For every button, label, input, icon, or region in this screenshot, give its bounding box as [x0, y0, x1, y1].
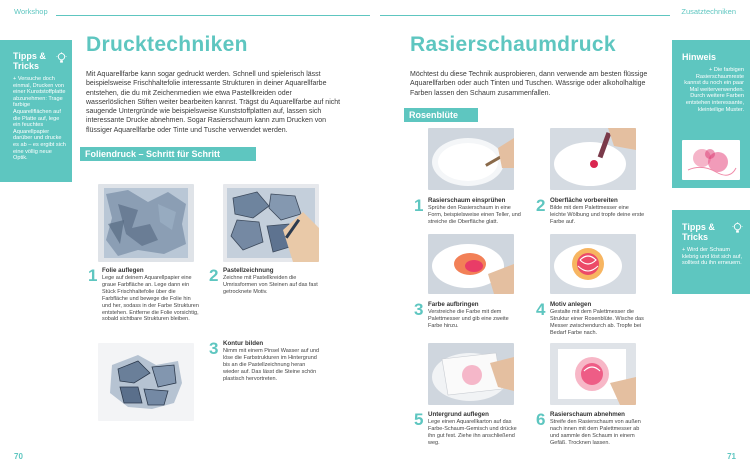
- step-2-left: [209, 267, 321, 312]
- tips-panel-left: [0, 40, 72, 182]
- header-rule-left: [56, 15, 370, 16]
- page-number-right: 71: [727, 452, 736, 461]
- tips-text-left: + Versuche doch einmal, Drucken von einer Kunststoffplatte abzunehmen: Trage farbige Aquarellflächen auf die Platte auf, lege ein feuchtes Aquarellpapier darüber und drucke es ab – es ergibt sich eine völlig neue Optik.: [13, 76, 66, 162]
- step-number: 3: [209, 339, 219, 358]
- step-title: Pastellzeichnung: [223, 267, 274, 274]
- step-title: Motiv anlegen: [550, 301, 592, 308]
- step-title: Rasierschaum abnehmen: [550, 411, 625, 418]
- step-text: Lege auf deinem Aquarellpapier eine graue Farbfläche an. Lege dann ein Stück Frischhaltefolie über die Farbfläche und bewege die Folie hin und her, sodass in der Farbe Strukturen entstehen. Entferne die Folie vorsichtig, sobald sichtbare Strukturen bleiben.: [102, 275, 199, 323]
- step-2-right: [536, 197, 646, 233]
- step-1-right: [414, 197, 524, 233]
- photo-pastellzeichnung: [223, 184, 319, 262]
- section-label-right: Zusatztechniken: [681, 7, 736, 16]
- step-number: 2: [536, 196, 546, 215]
- tips-title-left: Tipps & Tricks: [13, 51, 46, 71]
- intro-text-left: Mit Aquarellfarbe kann sogar gedruckt werden. Schnell und spielerisch lässt beispielsweise Frischhaltefolie interessante Strukturen in deiner Aquarellfarbe entstehen, die du mit Zeichenmedien wie etwa Pastellkreiden oder wasserlöslichen Stiften weiter bearbeiten kannst. Trägst du Aquarellfarbe auf nicht saugende Untergründe wie beispielsweise Kunststoffplatten auf, lassen sich interessante Drucke abnehmen. Sogar Rasierschaum kann zum Drucken von flüssiger Aquarellfarbe oder Tinte und Tusche verwendet werden.: [86, 71, 341, 134]
- photo-farbe-aufbringen: [428, 234, 514, 294]
- step-title: Farbe aufbringen: [428, 301, 479, 308]
- hinweis-panel: [672, 40, 750, 188]
- photo-folie-auflegen: [98, 184, 194, 262]
- step-1-left: [88, 267, 200, 342]
- step-text: Nimm mit einem Pinsel Wasser auf und löse die Farbstrukturen im Hintergrund bis an die Pastellzeichnung heran wieder auf. Das lässt die Steine schön plastisch hervortreten.: [223, 348, 320, 382]
- photo-kontur-bilden: [98, 343, 194, 421]
- page-title-left: Drucktechniken: [86, 33, 248, 56]
- step-number: 1: [414, 196, 424, 215]
- step-number: 2: [209, 266, 219, 285]
- tips-title-right: Tipps & Tricks: [682, 222, 715, 242]
- photo-motiv-anlegen: [550, 234, 636, 294]
- hinweis-text: + Die farbigen Rasierschaumreste kannst du noch ein paar Mal weiterverwenden. Durch weitere Farben entstehen interessante, kleinteilige Muster.: [684, 67, 744, 113]
- step-title: Rasierschaum einsprühen: [428, 197, 506, 204]
- lightbulb-icon: [56, 52, 67, 65]
- step-number: 3: [414, 300, 424, 319]
- step-text: Gestalte mit dem Palettmesser die Struktur einer Rosenblüte. Wische das Messer zwischendurch ab. Tropfe bei Bedarf Farbe nach.: [550, 309, 644, 336]
- section-label-left: Workshop: [14, 7, 48, 16]
- step-4-right: [536, 301, 646, 341]
- header-rule-right: [380, 15, 670, 16]
- photo-rasierschaum-abnehmen: [550, 343, 636, 405]
- step-text: Streife den Rasierschaum von außen nach innen mit dem Palettmesser ab und sammle den Schaum in einem Gefäß. Trocknen lassen.: [550, 419, 641, 446]
- intro-text-right: Möchtest du diese Technik ausprobieren, dann verwende am besten flüssige Aquarellfarben oder auch Tinten und Tuschen. Wässrige oder alkoholhaltige Farben lassen den Schaum zusammenfallen.: [410, 71, 648, 97]
- photo-oberflaeche-vorbereiten: [550, 128, 636, 190]
- photo-rasierschaum-einspruehen: [428, 128, 514, 190]
- step-text: Lege einen Aquarellkarton auf das Farbe-Schaum-Gemisch und drücke ihn gut fest. Ziehe ihn anschließend weg.: [428, 419, 517, 446]
- step-text: Zeichne mit Pastellkreiden die Umrissformen von Steinen auf das fast getrocknete Motiv.: [223, 275, 318, 295]
- step-number: 1: [88, 266, 98, 285]
- hinweis-title: Hinweis: [682, 52, 717, 62]
- step-title: Untergrund auflegen: [428, 411, 489, 418]
- step-3-right: [414, 301, 524, 337]
- step-number: 4: [536, 300, 546, 319]
- section-banner-foliendruck: Foliendruck – Schritt für Schritt: [80, 147, 256, 161]
- section-banner-rosenbluete: Rosenblüte: [404, 108, 478, 122]
- step-title: Oberfläche vorbereiten: [550, 197, 618, 204]
- lightbulb-icon: [732, 222, 743, 235]
- step-number: 6: [536, 410, 546, 429]
- tips-panel-right: [672, 210, 750, 294]
- step-text: Verstreiche die Farbe mit dem Palettmesser und gib eine zweite Farbe hinzu.: [428, 309, 509, 329]
- tips-text-right: + Wird der Schaum klebrig und löst sich auf, solltest du ihn erneuern.: [682, 247, 743, 267]
- photo-untergrund-auflegen: [428, 343, 514, 405]
- step-text: Bilde mit dem Palettmesser eine leichte Wölbung und tropfe deine erste Farbe auf.: [550, 205, 645, 225]
- step-number: 5: [414, 410, 424, 429]
- page-number-left: 70: [14, 452, 23, 461]
- photo-hinweis-muster: [682, 140, 740, 180]
- step-text: Sprühe den Rasierschaum in eine Form, beispielsweise einen Teller, und streiche die Oberfläche glatt.: [428, 205, 521, 225]
- step-5-right: [414, 411, 524, 455]
- step-3-left: [209, 340, 321, 400]
- step-title: Kontur bilden: [223, 340, 264, 347]
- page-title-right: Rasierschaumdruck: [410, 33, 616, 56]
- step-title: Folie auflegen: [102, 267, 144, 274]
- step-6-right: [536, 411, 646, 461]
